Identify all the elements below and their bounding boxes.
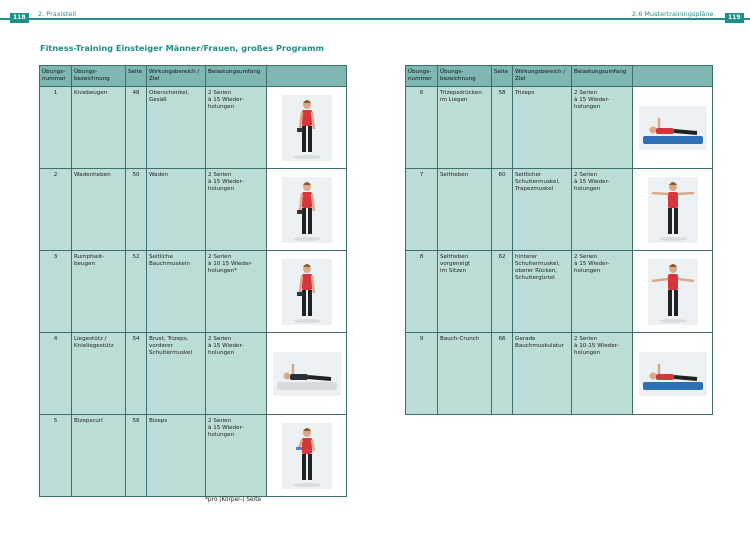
target-muscles: Oberschenkel, Gesäß <box>147 87 206 169</box>
page-reference: 50 <box>126 169 147 251</box>
exercise-name: Wadenheben <box>72 169 126 251</box>
column-header-4: Belastungsumfang <box>206 66 267 87</box>
exercise-table-right <box>405 65 713 415</box>
page-reference: 58 <box>492 87 513 169</box>
table-row <box>40 169 347 251</box>
exercise-number: 8 <box>406 251 438 333</box>
exercise-photo-cell <box>267 251 347 333</box>
exercise-name: Liegestütz / Knieliegestütz <box>72 333 126 415</box>
biceps-curl-photo <box>282 423 332 489</box>
exercise-number: 7 <box>406 169 438 251</box>
target-muscles: Seitlicher Schultermuskel, Trapezmuskel <box>513 169 572 251</box>
exercise-name: Seitheben <box>438 169 492 251</box>
target-muscles: Trizeps <box>513 87 572 169</box>
target-muscles: Brust, Trizeps, vorderer Schultermuskel <box>147 333 206 415</box>
page-reference: 48 <box>126 87 147 169</box>
column-header-2: Seite <box>492 66 513 87</box>
exercise-name: Bauch-Crunch <box>438 333 492 415</box>
pushup-photo <box>273 352 341 396</box>
training-volume: 2 Serien à 15 Wieder- holungen <box>206 169 267 251</box>
target-muscles: Bizeps <box>147 415 206 497</box>
training-volume: 2 Serien à 15 Wieder- holungen <box>572 251 633 333</box>
exercise-photo-cell <box>633 169 713 251</box>
table-row <box>40 251 347 333</box>
column-header-5 <box>633 66 713 87</box>
column-header-5 <box>267 66 347 87</box>
training-volume: 2 Serien à 15 Wieder- holungen <box>572 169 633 251</box>
exercise-number: 9 <box>406 333 438 415</box>
column-header-1: Übungs- bezeichnung <box>438 66 492 87</box>
page-reference: 62 <box>492 251 513 333</box>
header-section-left: 2. Praxisteil <box>38 10 76 18</box>
table-header-row <box>40 66 347 87</box>
page-number-left: 118 <box>10 13 29 23</box>
exercise-photo-cell <box>267 87 347 169</box>
exercise-photo-cell <box>267 333 347 415</box>
header-section-right: 2.6 Mustertrainingspläne <box>632 10 714 18</box>
training-volume: 2 Serien à 15 Wieder- holungen <box>206 87 267 169</box>
page-reference: 54 <box>126 333 147 415</box>
target-muscles: Waden <box>147 169 206 251</box>
exercise-photo-cell <box>633 251 713 333</box>
column-header-3: Wirkungsbereich / Ziel <box>147 66 206 87</box>
training-volume: 2 Serien à 15 Wieder- holungen <box>206 415 267 497</box>
column-header-2: Seite <box>126 66 147 87</box>
exercise-table-left <box>39 65 347 497</box>
page-reference: 66 <box>492 333 513 415</box>
exercise-number: 1 <box>40 87 72 169</box>
exercise-number: 3 <box>40 251 72 333</box>
target-muscles: Gerade Bauchmuskulatur <box>513 333 572 415</box>
target-muscles: Seitliche Bauchmuskeln <box>147 251 206 333</box>
exercise-photo-cell <box>267 169 347 251</box>
exercise-number: 5 <box>40 415 72 497</box>
page-reference: 56 <box>126 415 147 497</box>
column-header-3: Wirkungsbereich / Ziel <box>513 66 572 87</box>
page-number-right: 119 <box>725 13 744 23</box>
exercise-photo-cell <box>267 415 347 497</box>
exercise-photo-cell <box>633 333 713 415</box>
exercise-photo-cell <box>633 87 713 169</box>
header-rule-left <box>0 18 375 20</box>
table-row <box>406 251 713 333</box>
exercise-name: Seitheben vorgeneigt im Sitzen <box>438 251 492 333</box>
training-volume: 2 Serien à 10-15 Wieder- holungen <box>572 333 633 415</box>
exercise-name: Kniebeugen <box>72 87 126 169</box>
training-volume: 2 Serien à 15 Wieder- holungen <box>572 87 633 169</box>
exercise-name: Bizepscurl <box>72 415 126 497</box>
exercise-name: Trizepsdrücken im Liegen <box>438 87 492 169</box>
squat-photo <box>282 95 332 161</box>
exercise-number: 6 <box>406 87 438 169</box>
exercise-number: 2 <box>40 169 72 251</box>
training-volume: 2 Serien à 15 Wieder- holungen <box>206 333 267 415</box>
crunch-photo <box>639 352 707 396</box>
column-header-0: Übungs- nummer <box>40 66 72 87</box>
page-reference: 60 <box>492 169 513 251</box>
side-bend-photo <box>282 259 332 325</box>
exercise-number: 4 <box>40 333 72 415</box>
calf-raise-photo <box>282 177 332 243</box>
header-rule-right <box>375 18 750 20</box>
target-muscles: hinterer Schultermuskel, oberer Rücken, Schultergürtel <box>513 251 572 333</box>
training-volume: 2 Serien à 10 15 Wieder- holungen* <box>206 251 267 333</box>
column-header-4: Belastungsumfang <box>572 66 633 87</box>
table-row <box>406 333 713 415</box>
table-row <box>406 169 713 251</box>
table-header-row <box>406 66 713 87</box>
table-row <box>40 415 347 497</box>
lateral-raise-photo <box>648 177 698 243</box>
column-header-0: Übungs- nummer <box>406 66 438 87</box>
page-reference: 52 <box>126 251 147 333</box>
table-row <box>40 87 347 169</box>
triceps-press-photo <box>639 106 707 150</box>
exercise-name: Rumpfseit- beugen <box>72 251 126 333</box>
column-header-1: Übungs- bezeichnung <box>72 66 126 87</box>
page-title: Fitness-Training Einsteiger Männer/Frauen, großes Programm <box>40 43 325 53</box>
footnote: *pro (Körper-) Seite <box>205 497 262 503</box>
table-row <box>406 87 713 169</box>
table-row <box>40 333 347 415</box>
bent-over-raise-photo <box>648 259 698 325</box>
